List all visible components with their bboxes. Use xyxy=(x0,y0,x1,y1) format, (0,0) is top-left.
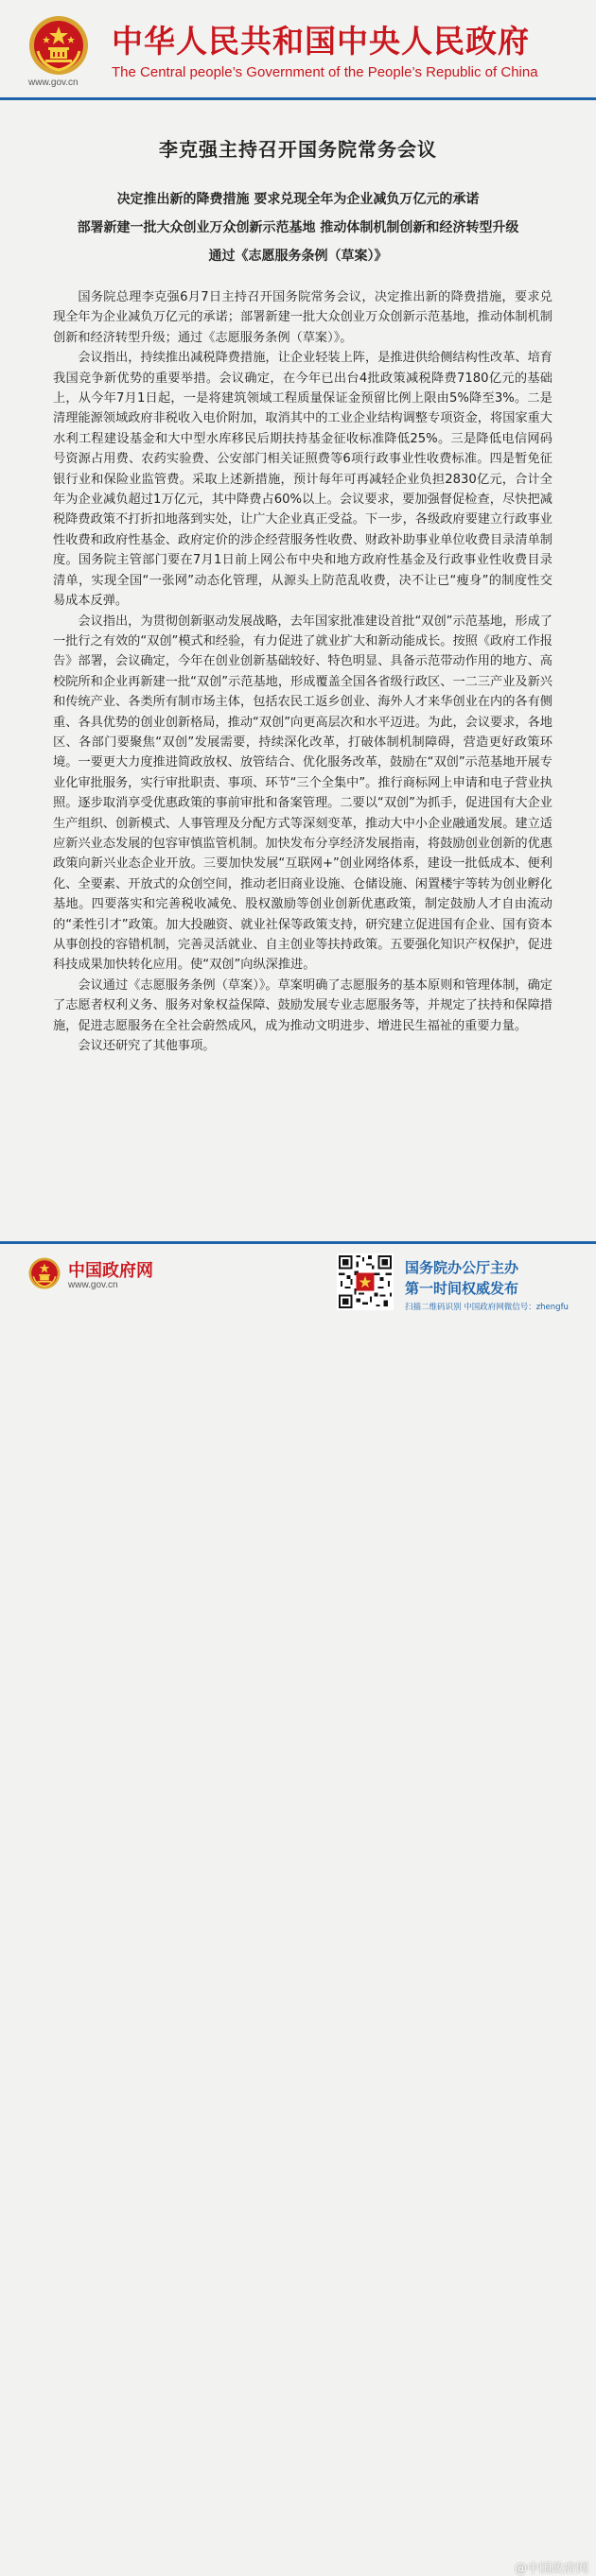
national-emblem-icon xyxy=(28,1257,61,1289)
footer-wechat-info: 扫描二维码识别 中国政府网微信号：zhengfu xyxy=(405,1303,569,1312)
subhead: 通过《志愿服务条例（草案）》 xyxy=(208,249,388,264)
article-headline: 李克强主持召开国务院常务会议 xyxy=(159,138,437,161)
article-body xyxy=(53,287,552,1056)
national-emblem-icon xyxy=(28,15,89,76)
site-footer xyxy=(0,1246,596,2576)
footer-site-name: 中国政府网 xyxy=(68,1261,153,1281)
paragraph: 会议通过《志愿服务条例（草案）》。草案明确了志愿服务的基本原则和管理体制，确定了志愿者权利义务、服务对象权益保障、鼓励发展专业志愿服务等，并规定了扶持和保障措施，促进志愿服务在全社会蔚然成风，成为推动文明进步、增进民生福祉的重要力量。 xyxy=(53,977,552,1033)
subhead: 部署新建一批大众创业万众创新示范基地 推动体制机制创新和经济转型升级 xyxy=(77,220,519,235)
paragraph: 国务院总理李克强6月7日主持召开国务院常务会议，决定推出新的降费措施，要求兑现全年为企业减负万亿元的承诺；部署新建一批大众创业万众创新示范基地，推动体制机制创新和经济转型升级；通过《志愿服务条例（草案）》。 xyxy=(53,290,552,345)
paragraph: 会议指出，持续推出减税降费措施，让企业轻装上阵，是推进供给侧结构性改革、培育我国竞争新优势的重要举措。会议确定，在今年已出台4批政策减税降费7180亿元的基础上，从今年7月1日起，一是将建筑领域工程质量保证金预留比例上限由5%降至3%。二是清理能源领域政府非税收入电价附加，取消其中的工业企业结构调整专项资金，将国家重大水利工程建设基金和大中型水库移民后期扶持基金征收标准降低25%。三是降低电信网码号资源占用费、农药实验费、公安部门相关证照费等6项行政事业性收费标准。四是暂免征银行业和保险业监管费。采取上述新措施，预计每年可再减轻企业负担2830亿元，合计全年为企业减负超过1万亿元，其中降费占60%以上。会议要求，要加强督促检查，尽快把减税降费政策不打折扣地落到实处，让广大企业真正受益。下一步，各级政府要建立行政事业性收费和政府性基金、政府定价的涉企经营服务性收费、财政补助事业单位收费目录清单制度。国务院主管部门要在7月1日前上网公布中央和地方政府性基金及行政事业性收费目录清单，实现全国“一张网”动态化管理，从源头上防范乱收费，决不让已“瘦身”的制度性交易成本反弹。 xyxy=(53,351,552,609)
header-url[interactable]: www.gov.cn xyxy=(28,78,79,88)
site-title-english: The Central people’s Government of the People’s Republic of China xyxy=(112,64,538,80)
article-subheads xyxy=(0,185,596,270)
footer-url[interactable]: www.gov.cn xyxy=(68,1280,118,1290)
footer-slogan-release: 第一时间权威发布 xyxy=(405,1280,519,1297)
site-header xyxy=(0,0,596,96)
paragraph: 会议还研究了其他事项。 xyxy=(78,1039,216,1054)
subhead: 决定推出新的降费措施 要求兑现全年为企业减负万亿元的承诺 xyxy=(116,192,480,207)
footer-divider xyxy=(0,1241,596,1244)
footer-slogan-sponsor: 国务院办公厅主办 xyxy=(405,1259,519,1276)
header-divider xyxy=(0,97,596,100)
site-title-chinese: 中华人民共和国中央人民政府 xyxy=(112,23,530,60)
weibo-watermark: @中国政府网 xyxy=(514,2562,588,2576)
paragraph: 会议指出，为贯彻创新驱动发展战略，去年国家批准建设首批“双创”示范基地，形成了一批行之有效的“双创”模式和经验，有力促进了就业扩大和新动能成长。按照《政府工作报告》部署，会议确定，今年在创业创新基础较好、特色明显、具备示范带动作用的地方、高校院所和企业再新建一批“双创”示范基地，形成覆盖全国各省级行政区、一二三产业及新兴和传统产业、各类所有制市场主体，包括农民工返乡创业、海外人才来华创业在内的各有侧重、各具优势的创业创新格局，推动“双创”向更高层次和水平迈进。为此，会议要求，各地区、各部门要聚焦“双创”发展需要，持续深化改革，打破体制机制障碍，营造更好政策环境。一要更大力度推进简政放权、放管结合、优化服务改革，鼓励在“双创”示范基地开展专业化审批服务，实行审批职责、事项、环节“三个全集中”。推行商标网上申请和电子营业执照。逐步取消享受优惠政策的事前审批和备案管理。二要以“双创”为抓手，促进国有大企业生产组织、创新模式、人事管理及分配方式等深刻变革，推动大中小企业融通发展。建立适应新兴业态发展的包容审慎监管机制。加快发布分享经济发展指南，将鼓励创业创新的优惠政策向新兴业态企业开放。三要加快发展“互联网+”创业网络体系，建设一批低成本、便利化、全要素、开放式的众创空间，推动老旧商业设施、仓储设施、闲置楼宇等转为创业孵化基地。四要落实和完善税收减免、股权激励等创业创新优惠政策，制定鼓励人才自由流动的“柔性引才”政策。加大投融资、就业社保等政策支持，研究建立促进国有企业、国有资本从事创投的容错机制，完善灵活就业、自主创业等扶持政策。五要强化知识产权保护，促进科技成果加快转化应用。使“双创”向纵深推进。 xyxy=(53,614,552,973)
qr-code-icon xyxy=(337,1253,394,1310)
